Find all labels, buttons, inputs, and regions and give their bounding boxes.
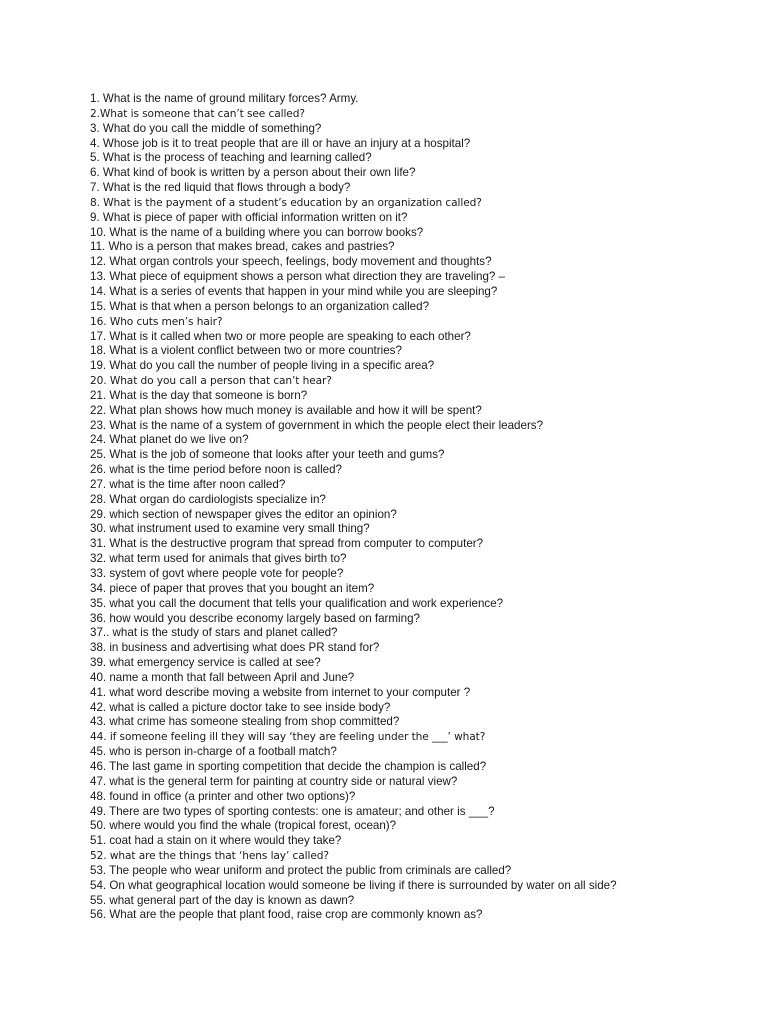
question-line: 19. What do you call the number of people living in a specific area? [90, 359, 435, 373]
question-line: 42. what is called a picture doctor take to see inside body? [90, 700, 391, 714]
question-line: 51. coat had a stain on it where would they take? [90, 834, 342, 848]
question-line: 9. What is piece of paper with official information written on it? [90, 210, 408, 224]
question-line: 18. What is a violent conflict between two or more countries? [90, 344, 402, 358]
question-line: 53. The people who wear uniform and protect the public from criminals are called? [90, 863, 512, 877]
question-line: 10. What is the name of a building where you can borrow books? [90, 225, 424, 239]
question-line: 17. What is it called when two or more people are speaking to each other? [90, 329, 471, 343]
question-line: 22. What plan shows how much money is available and how it will be spent? [90, 403, 482, 417]
question-line: 16. Who cuts men’s hair? [90, 315, 223, 328]
question-line: 46. The last game in sporting competition that decide the champion is called? [90, 759, 487, 773]
question-line: 37.. what is the study of stars and planet called? [90, 626, 338, 640]
question-line: 50. where would you find the whale (tropical forest, ocean)? [90, 819, 397, 833]
question-line: 2.What is someone that can’t see called? [90, 107, 305, 120]
question-line: 21. What is the day that someone is born? [90, 388, 308, 402]
question-line: 29. which section of newspaper gives the editor an opinion? [90, 507, 397, 521]
question-line: 27. what is the time after noon called? [90, 477, 286, 491]
question-line: 3. What do you call the middle of something? [90, 121, 322, 135]
question-line: 30. what instrument used to examine very small thing? [90, 522, 370, 536]
question-line: 13. What piece of equipment shows a person what direction they are traveling? – [90, 270, 506, 284]
question-line: 56. What are the people that plant food, raise crop are commonly known as? [90, 908, 483, 922]
question-line: 1. What is the name of ground military forces? Army. [90, 92, 359, 105]
question-line: 6. What kind of book is written by a person about their own life? [90, 166, 416, 180]
question-line: 11. Who is a person that makes bread, cakes and pastries? [90, 240, 395, 254]
question-line: 15. What is that when a person belongs to an organization called? [90, 299, 430, 313]
question-line: 31. What is the destructive program that spread from computer to computer? [90, 537, 484, 551]
question-line: 12. What organ controls your speech, feelings, body movement and thoughts? [90, 255, 492, 269]
question-line: 8. What is the payment of a student’s education by an organization called? [90, 196, 482, 209]
question-line: 7. What is the red liquid that flows through a body? [90, 181, 351, 195]
question-line: 44. if someone feeling ill they will say ‘they are feeling under the ___’ what? [90, 731, 486, 744]
question-line: 36. how would you describe economy largely based on farming? [90, 611, 420, 625]
question-line: 24. What planet do we live on? [90, 433, 249, 447]
question-line: 14. What is a series of events that happen in your mind while you are sleeping? [90, 284, 498, 298]
question-line: 47. what is the general term for painting at country side or natural view? [90, 774, 458, 788]
question-line: 39. what emergency service is called at see? [90, 656, 321, 670]
question-line: 23. What is the name of a system of government in which the people elect their leaders? [90, 418, 544, 432]
question-line: 54. On what geographical location would someone be living if there is surrounded by water on all side? [90, 878, 617, 892]
question-line: 49. There are two types of sporting contests: one is amateur; and other is ___? [90, 804, 495, 818]
question-line: 34. piece of paper that proves that you bought an item? [90, 581, 375, 595]
question-line: 32. what term used for animals that gives birth to? [90, 552, 347, 566]
question-line: 5. What is the process of teaching and learning called? [90, 151, 372, 165]
question-line: 41. what word describe moving a website from internet to your computer ? [90, 685, 471, 699]
question-line: 38. in business and advertising what does PR stand for? [90, 641, 380, 655]
question-line: 55. what general part of the day is known as dawn? [90, 893, 355, 907]
question-line: 52. what are the things that ‘hens lay’ called? [90, 850, 329, 863]
question-line: 48. found in office (a printer and other two options)? [90, 789, 356, 803]
question-line: 25. What is the job of someone that looks after your teeth and gums? [90, 448, 445, 462]
question-line: 40. name a month that fall between April and June? [90, 670, 355, 684]
question-line: 26. what is the time period before noon is called? [90, 463, 342, 477]
question-line: 33. system of govt where people vote for people? [90, 567, 344, 580]
question-line: 35. what you call the document that tells your qualification and work experience? [90, 596, 504, 610]
question-line: 28. What organ do cardiologists specialize in? [90, 492, 326, 506]
question-line: 43. what crime has someone stealing from shop committed? [90, 715, 400, 729]
question-line: 20. What do you call a person that can’t hear? [90, 375, 332, 388]
question-list [90, 92, 730, 923]
question-line: 45. who is person in-charge of a football match? [90, 745, 337, 759]
question-line: 4. Whose job is it to treat people that are ill or have an injury at a hospital? [90, 136, 471, 150]
